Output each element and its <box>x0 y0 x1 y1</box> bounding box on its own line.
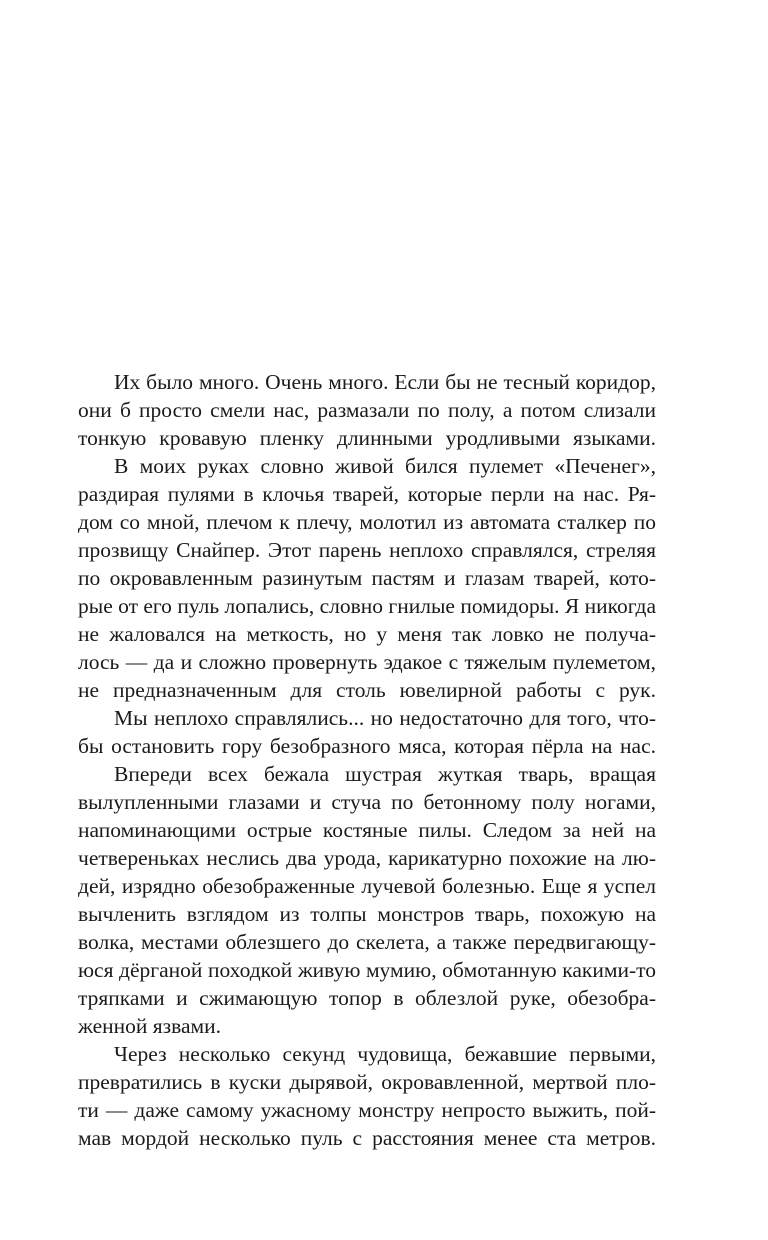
text-line: прозвищу Снайпер. Этот парень неплохо справлялся, стреляя <box>78 538 656 562</box>
text-line: тряпками и сжимающую топор в облезлой руке, обезобра- <box>78 986 656 1010</box>
text-line: они б просто смели нас, размазали по полу, а потом слизали <box>78 398 656 422</box>
text-line: Через несколько секунд чудовища, бежавшие первыми, <box>114 1042 656 1066</box>
text-line: не предназначенным для столь ювелирной работы с рук. <box>78 678 656 702</box>
text-line: раздирая пулями в клочья тварей, которые перли на нас. Ря- <box>78 482 656 506</box>
text-line: волка, местами облезшего до скелета, а также передвигающу- <box>78 930 656 954</box>
text-line: вычленить взглядом из толпы монстров тварь, похожую на <box>78 902 656 926</box>
text-line: дей, изрядно обезображенные лучевой болезнью. Еще я успел <box>78 874 656 898</box>
text-line: Их было много. Очень много. Если бы не тесный коридор, <box>114 370 656 394</box>
body-text <box>78 368 656 1152</box>
text-line: превратились в куски дырявой, окровавленной, мертвой пло- <box>78 1070 656 1094</box>
text-line: напоминающими острые костяные пилы. Следом за ней на <box>78 818 656 842</box>
paragraph-3 <box>78 704 656 760</box>
text-line: лось — да и сложно провернуть эдакое с тяжелым пулеметом, <box>78 650 656 674</box>
text-line: Впереди всех бежала шустрая жуткая тварь, вращая <box>114 762 656 786</box>
text-line: бы остановить гору безобразного мяса, которая пёрла на нас. <box>78 734 656 758</box>
text-line: тонкую кровавую пленку длинными уродливыми языками. <box>78 426 656 450</box>
text-line: мав мордой несколько пуль с расстояния менее ста метров. <box>78 1126 656 1150</box>
text-line: ти — даже самому ужасному монстру непросто выжить, пой- <box>78 1098 656 1122</box>
paragraph-1 <box>78 368 656 452</box>
text-line: В моих руках словно живой бился пулемет «Печенег», <box>114 454 656 478</box>
text-line: юся дёрганой походкой живую мумию, обмотанную какими-то <box>78 958 656 982</box>
text-line: Мы неплохо справлялись... но недостаточно для того, что- <box>114 706 656 730</box>
text-line: женной язвами. <box>78 1014 222 1038</box>
text-line: дом со мной, плечом к плечу, молотил из автомата сталкер по <box>78 510 656 534</box>
paragraph-4 <box>78 760 656 1040</box>
text-line: рые от его пуль лопались, словно гнилые помидоры. Я никогда <box>78 594 656 618</box>
text-line: по окровавленным разинутым пастям и глазам тварей, кото- <box>78 566 656 590</box>
text-line: вылупленными глазами и стуча по бетонному полу ногами, <box>78 790 656 814</box>
text-line: четвереньках неслись два урода, карикатурно похожие на лю- <box>78 846 656 870</box>
text-line: не жаловался на меткость, но у меня так ловко не получа- <box>78 622 656 646</box>
paragraph-2 <box>78 452 656 704</box>
paragraph-5 <box>78 1040 656 1152</box>
